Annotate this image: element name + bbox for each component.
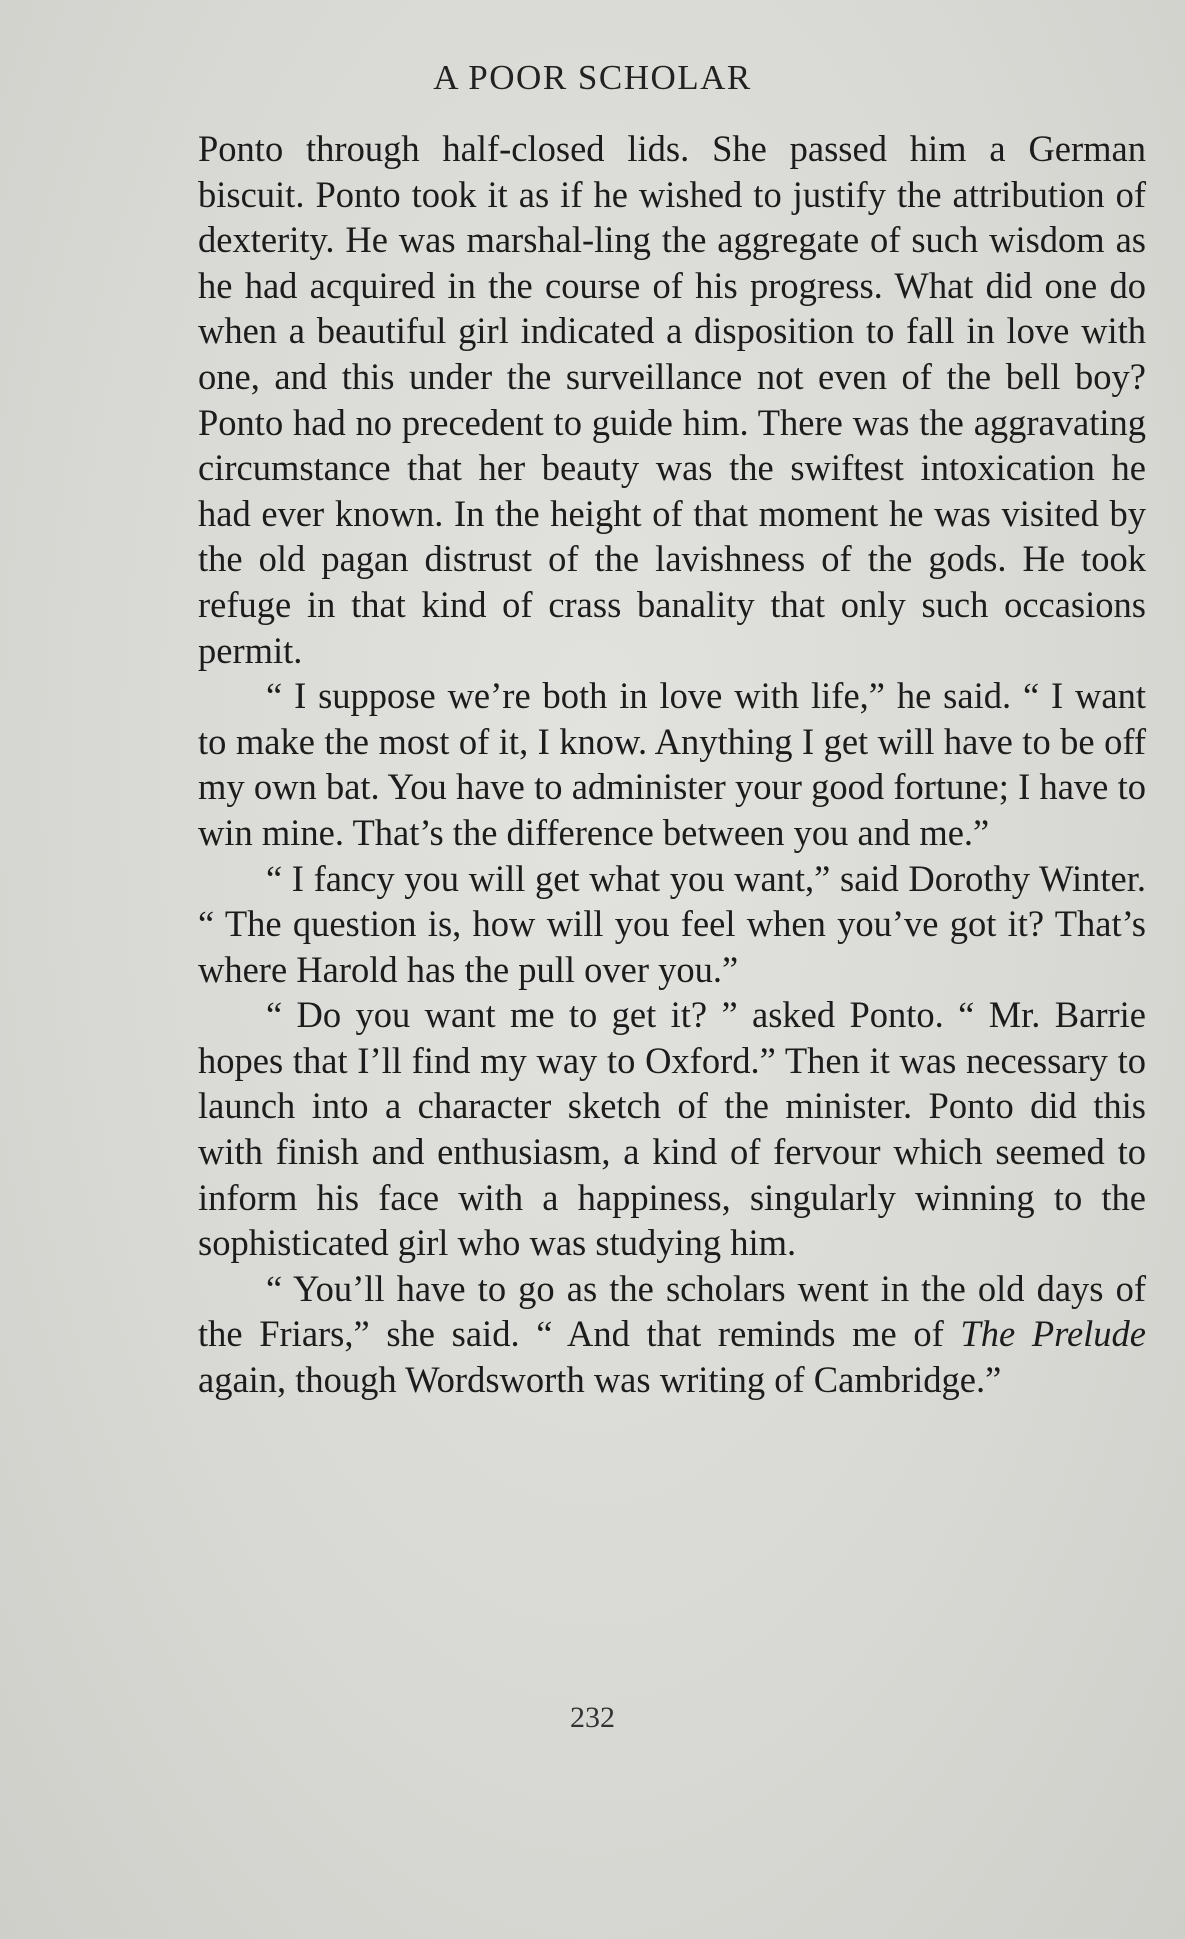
paragraph-1: Ponto through half-closed lids. She passed him a German biscuit. Ponto took it as if he wished to justify the attribution of dexterity. He was marshal-ling the aggregate of such wisdom as he had acquired in the course of his progress. What did one do when a beautiful girl indicated a disposition to fall in love with one, and this under the surveillance not even of the bell boy? Ponto had no precedent to guide him. There was the aggravating circumstance that her beauty was the swiftest intoxication he had ever known. In the height of that moment he was visited by the old pagan distrust of the lavishness of the gods. He took refuge in that kind of crass banality that only such occasions permit. (198, 128, 1146, 671)
body-text (198, 126, 1146, 1403)
paragraph-3: “ I fancy you will get what you want,” said Dorothy Winter. “ The question is, how will you feel when you’ve got it? That’s where Harold has the pull over you.” (198, 857, 1146, 990)
paragraph-4: “ Do you want me to get it? ” asked Ponto. “ Mr. Barrie hopes that I’ll find my way to Oxford.” Then it was necessary to launch into a character sketch of the minister. Ponto did this with finish and enthusiasm, a kind of fervour which seemed to inform his face with a happiness, singularly winning to the sophisticated girl who was studying him. (198, 994, 1146, 1264)
paragraph-5-text-start: “ You’ll have to go as the scholars went in the old days of the Friars,” she said. “ And that reminds me of (198, 1267, 1146, 1355)
book-title-italic: The Prelude (960, 1313, 1146, 1355)
running-head: A POOR SCHOLAR (433, 58, 752, 97)
page-number: 232 (570, 1701, 615, 1734)
paragraph-5 (198, 1266, 1146, 1403)
paragraph-5-text-end: again, though Wordsworth was writing of Cambridge.” (198, 1359, 1002, 1401)
paragraph-2: “ I suppose we’re both in love with life,” he said. “ I want to make the most of it, I know. Anything I get will have to be off my own bat. You have to administer your good fortune; I have to win mine. That’s the difference between you and me.” (198, 675, 1146, 853)
